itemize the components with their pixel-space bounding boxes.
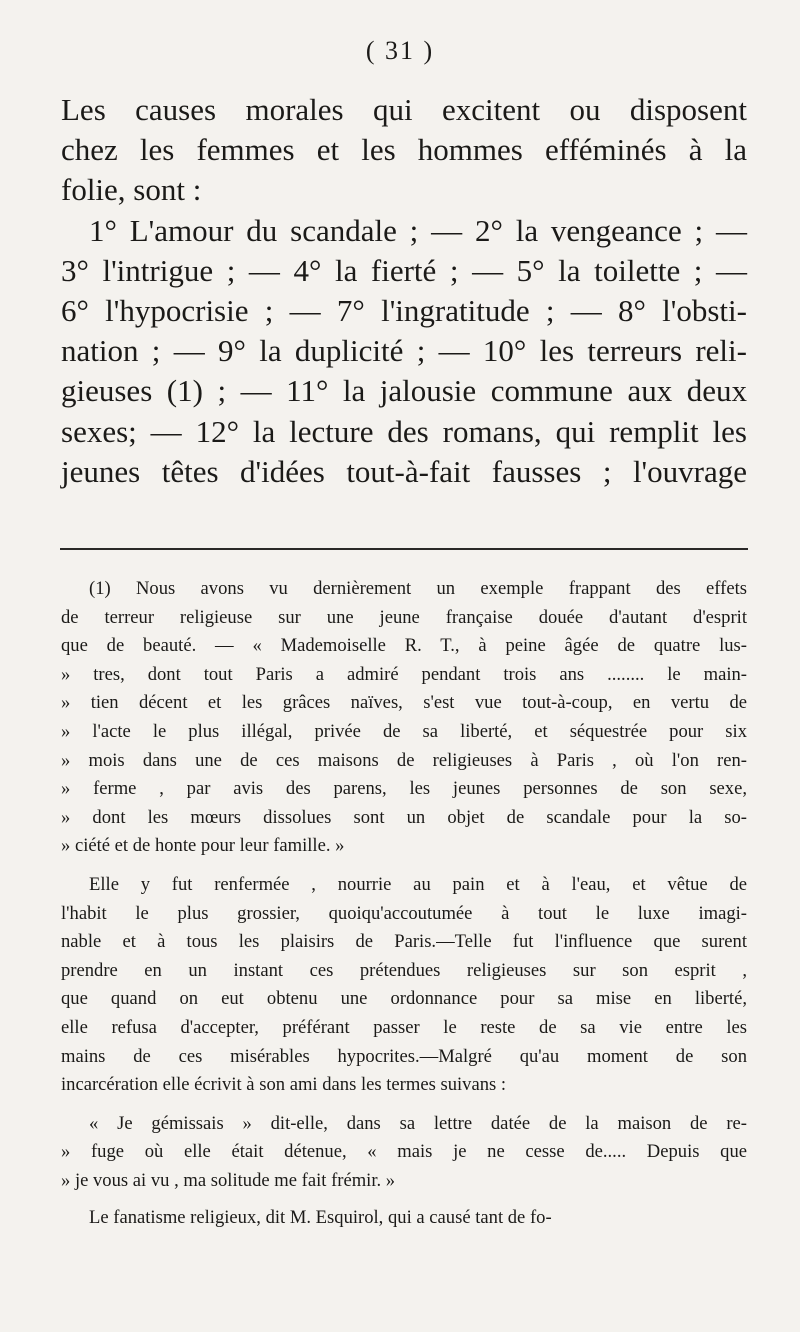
footnote-line: » ferme , par avis des parens, les jeunes personnes de son sexe,: [61, 778, 747, 800]
main-text-line: 3° l'intrigue ; — 4° la fierté ; — 5° la toilette ; —: [61, 252, 747, 288]
footnote-line: l'habit le plus grossier, quoiqu'accoutumée à tout le luxe imagi-: [61, 902, 747, 924]
footnote-line: (1) Nous avons vu dernièrement un exemple frappant des effets: [89, 578, 747, 599]
main-text-line: Les causes morales qui excitent ou disposent: [61, 92, 747, 127]
main-text-line: sexes; — 12° la lecture des romans, qui remplit les: [61, 413, 747, 449]
footnote-line: » tres, dont tout Paris a admiré pendant trois ans ........ le main-: [61, 663, 747, 685]
footnote-line: que de beauté. — « Mademoiselle R. T., à peine âgée de quatre lus-: [61, 635, 747, 657]
footnote-separator-rule: [60, 548, 748, 550]
main-text-line: 1° L'amour du scandale ; — 2° la vengeance ; —: [89, 212, 747, 248]
main-text-line: nation ; — 9° la duplicité ; — 10° les terreurs reli-: [61, 333, 747, 369]
footnote-line: » dont les mœurs dissolues sont un objet de scandale pour la so-: [61, 806, 747, 828]
footnote-line: mains de ces misérables hypocrites.—Malgré qu'au moment de son: [61, 1045, 747, 1067]
footnote-line: » tien décent et les grâces naïves, s'est vue tout-à-coup, en vertu de: [61, 692, 747, 714]
page-number: ( 31 ): [365, 36, 435, 65]
main-text-line: 6° l'hypocrisie ; — 7° l'ingratitude ; — 8° l'obsti-: [61, 292, 747, 328]
footnote-line: » ciété et de honte pour leur famille. »: [61, 835, 345, 857]
main-text-line: jeunes têtes d'idées tout-à-fait fausses ; l'ouvrage: [61, 453, 747, 489]
footnote-line: » je vous ai vu , ma solitude me fait frémir. »: [61, 1169, 396, 1191]
footnote-line: « Je gémissais » dit-elle, dans sa lettre datée de la maison de re-: [89, 1112, 747, 1134]
footnote-line: de terreur religieuse sur une jeune française douée d'autant d'esprit: [61, 606, 747, 628]
footnote-block: [61, 575, 747, 1233]
footnote-line: » l'acte le plus illégal, privée de sa liberté, et séquestrée pour six: [61, 720, 747, 742]
footnote-line: prendre en un instant ces prétendues religieuses sur son esprit ,: [61, 959, 747, 981]
footnote-line: incarcération elle écrivit à son ami dans les termes suivans :: [61, 1074, 507, 1096]
footnote-line: » mois dans une de ces maisons de religieuses à Paris , où l'on ren-: [61, 749, 747, 771]
footnote-line: nable et à tous les plaisirs de Paris.—Telle fut l'influence que surent: [61, 931, 747, 953]
footnote-line: Le fanatisme religieux, dit M. Esquirol, qui a causé tant de fo-: [89, 1207, 552, 1229]
main-text-line: chez les femmes et les hommes efféminés à la: [61, 132, 747, 168]
main-text-line: gieuses (1) ; — 11° la jalousie commune aux deux: [61, 373, 747, 409]
main-text-line: folie, sont :: [61, 172, 202, 208]
footnote-line: » fuge où elle était détenue, « mais je ne cesse de..... Depuis que: [61, 1141, 747, 1163]
footnote-line: elle refusa d'accepter, préférant passer le reste de sa vie entre les: [61, 1016, 747, 1038]
footnote-line: que quand on eut obtenu une ordonnance pour sa mise en liberté,: [61, 988, 747, 1010]
footnote-line: Elle y fut renfermée , nourrie au pain et à l'eau, et vêtue de: [89, 873, 747, 895]
main-text-block: [61, 90, 747, 492]
